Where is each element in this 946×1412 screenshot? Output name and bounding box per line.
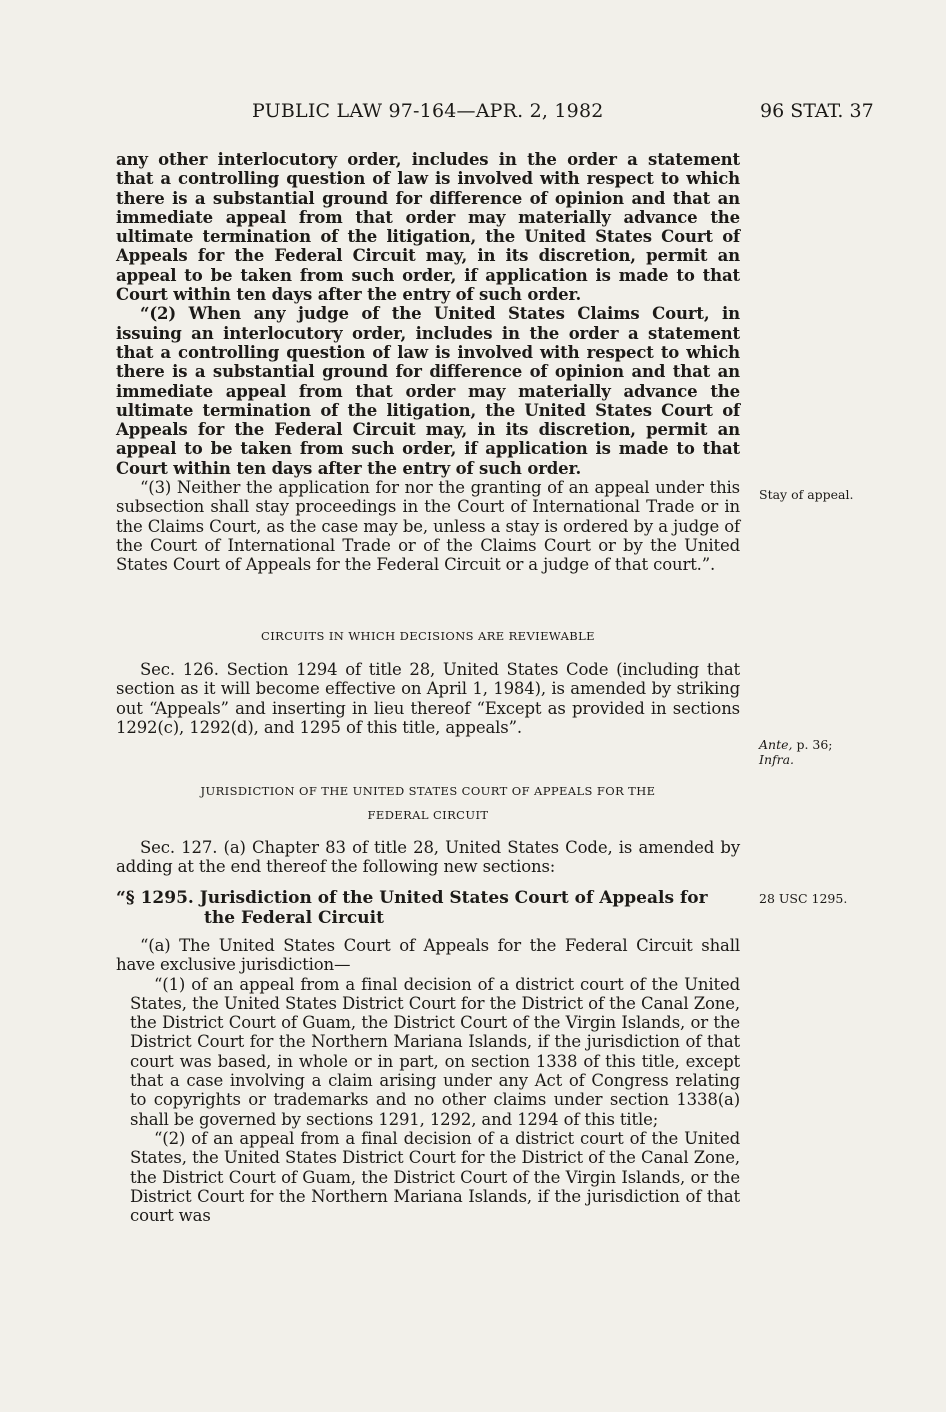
section-1295-title-block <box>116 888 740 928</box>
margin-note-stay-of-appeal: Stay of appeal. <box>759 487 854 502</box>
ante-label: Ante, <box>759 737 793 752</box>
paragraph-2: “(2) When any judge of the United States Claims Court, in issuing an interlocutory order, includes in the order a statement that a controlling question of law is involved with respect to which there is a substantial ground for difference of opinion and that an immediate appeal from that order may materially advance the ultimate termination of the litigation, the United States Court of Appeals for the Federal Circuit may, in its discretion, permit an appeal to be taken from such order, if application is made to that Court within ten days after the entry of such order. <box>116 304 740 478</box>
paragraph-3: “(3) Neither the application for nor the granting of an appeal under this subsection shall stay proceedings in the Court of International Trade or in the Claims Court, as the case may be, unless a stay is ordered by a judge of the Court of International Trade or of the Claims Court or by the United States Court of Appeals for the Federal Circuit or a judge of that court.”. <box>116 478 740 575</box>
heading-jurisdiction-line2: FEDERAL CIRCUIT <box>367 808 489 822</box>
paragraph-continuation: any other interlocutory order, includes in the order a statement that a controlling question of law is involved with respect to which there is a substantial ground for difference of opinion and that an immediate appeal from that order may materially advance the ultimate termination of the litigation, the United States Court of Appeals for the Federal Circuit may, in its discretion, permit an appeal to be taken from such order, if application is made to that Court within ten days after the entry of such order. <box>116 150 740 305</box>
sec-126-paragraph: Sec. 126. Section 1294 of title 28, United States Code (including that section as it will become effective on April 1, 1984), is amended by striking out “Appeals” and inserting in lieu thereof “Except as provided in sections 1292(c), 1292(d), and 1295 of this title, appeals”. <box>116 660 740 737</box>
section-1295-body <box>116 936 740 1225</box>
section-126 <box>116 660 740 737</box>
infra-label: Infra. <box>759 752 795 767</box>
section-127 <box>116 838 740 877</box>
heading-jurisdiction-line1: JURISDICTION OF THE UNITED STATES COURT OF APPEALS FOR THE <box>200 784 656 798</box>
subsection-a: “(a) The United States Court of Appeals for the Federal Circuit shall have exclusive jurisdiction— <box>116 936 740 975</box>
paragraph-a2: “(2) of an appeal from a final decision of a district court of the United States, the United States District Court for the District of the Canal Zone, the District Court of Guam, the District Court of the Virgin Islands, or the District Court for the Northern Mariana Islands, if the jurisdiction of that court was <box>130 1128 740 1226</box>
running-header-title: PUBLIC LAW 97-164—APR. 2, 1982 <box>252 100 604 122</box>
margin-note-usc: 28 USC 1295. <box>759 891 848 906</box>
paragraph-a1: “(1) of an appeal from a final decision of a district court of the United States, the United States District Court for the District of the Canal Zone, the District Court of Guam, the District Court of the Virgin Islands, or the District Court for the Northern Mariana Islands, if the jurisdiction of that court was based, in whole or in part, on section 1338 of this title, except that a case involving a claim arising under any Act of Congress relating to copyrights or trademarks and no other claims under section 1338(a) shall be governed by sections 1291, 1292, and 1294 of this title; <box>130 974 740 1129</box>
margin-note-ante <box>759 737 833 767</box>
section-1295-title: “§ 1295. Jurisdiction of the United States Court of Appeals for the Federal Circuit <box>116 888 708 928</box>
heading-circuits: CIRCUITS IN WHICH DECISIONS ARE REVIEWABLE <box>261 629 595 643</box>
text-block-continuation <box>116 150 740 575</box>
sec-127-paragraph: Sec. 127. (a) Chapter 83 of title 28, United States Code, is amended by adding at the end thereof the following new sections: <box>116 838 740 877</box>
ante-page: p. 36; <box>792 737 833 752</box>
page-reference: 96 STAT. 37 <box>760 100 874 122</box>
